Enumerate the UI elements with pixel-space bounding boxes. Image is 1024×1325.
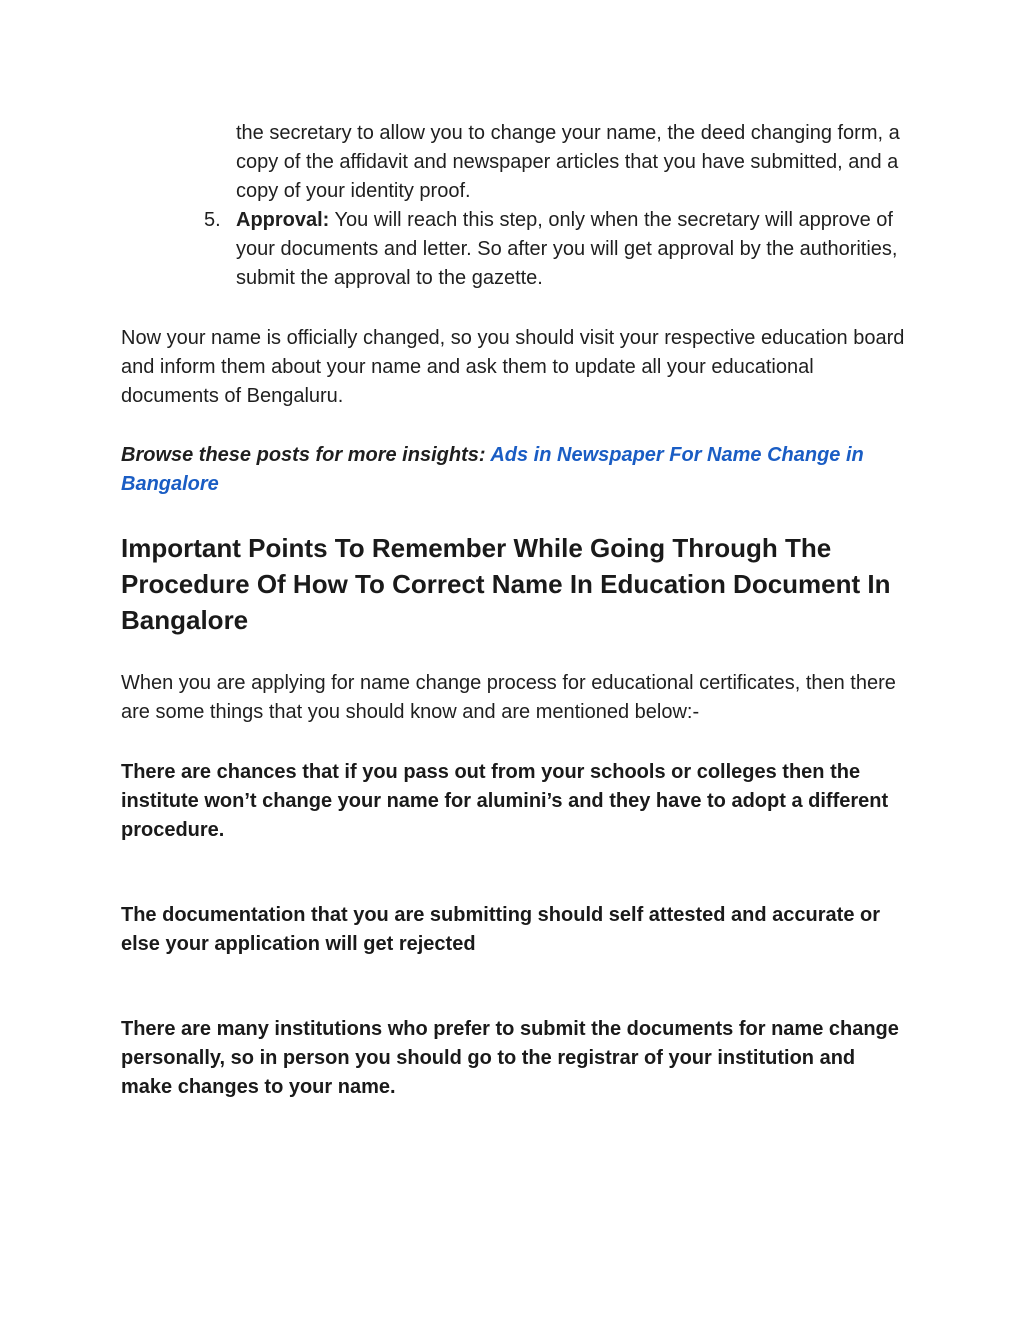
point-self-attested: The documentation that you are submitting should self attested and accurate or else your application will get rejected xyxy=(121,904,880,955)
newspaper-ads-link[interactable]: Ads in Newspaper For Name Change in Bangalore xyxy=(121,444,864,495)
paragraph-name-changed: Now your name is officially changed, so you should visit your respective education board and inform them about your name and ask them to update all your educational documents of Bengaluru. xyxy=(121,327,905,407)
list-item-text: the secretary to allow you to change your name, the deed changing form, a copy of the affidavit and newspaper articles that you have submitted, and a copy of your identity proof. xyxy=(236,122,900,202)
numbered-list xyxy=(204,119,906,293)
list-item-number: 5. xyxy=(204,209,221,231)
list-item-text: You will reach this step, only when the secretary will approve of your documents and letter. So after you will get approval by the authorities, submit the approval to the gazette. xyxy=(236,209,898,289)
point-in-person: There are many institutions who prefer to submit the documents for name change personally, so in person you should go to the registrar of your institution and make changes to your name. xyxy=(121,1018,899,1098)
browse-posts-line xyxy=(121,441,911,499)
browse-prefix: Browse these posts for more insights: xyxy=(121,444,491,466)
section-heading: Important Points To Remember While Going Through The Procedure Of How To Correct Name In Education Document In Bangalore xyxy=(121,533,891,635)
paragraph-intro: When you are applying for name change process for educational certificates, then there are some things that you should know and are mentioned below:- xyxy=(121,672,896,723)
list-item-label: Approval: xyxy=(236,209,330,231)
list-item-continued xyxy=(236,119,906,206)
list-item-approval xyxy=(204,206,906,293)
point-alumni: There are chances that if you pass out from your schools or colleges then the institute won’t change your name for alumini’s and they have to adopt a different procedure. xyxy=(121,761,889,841)
